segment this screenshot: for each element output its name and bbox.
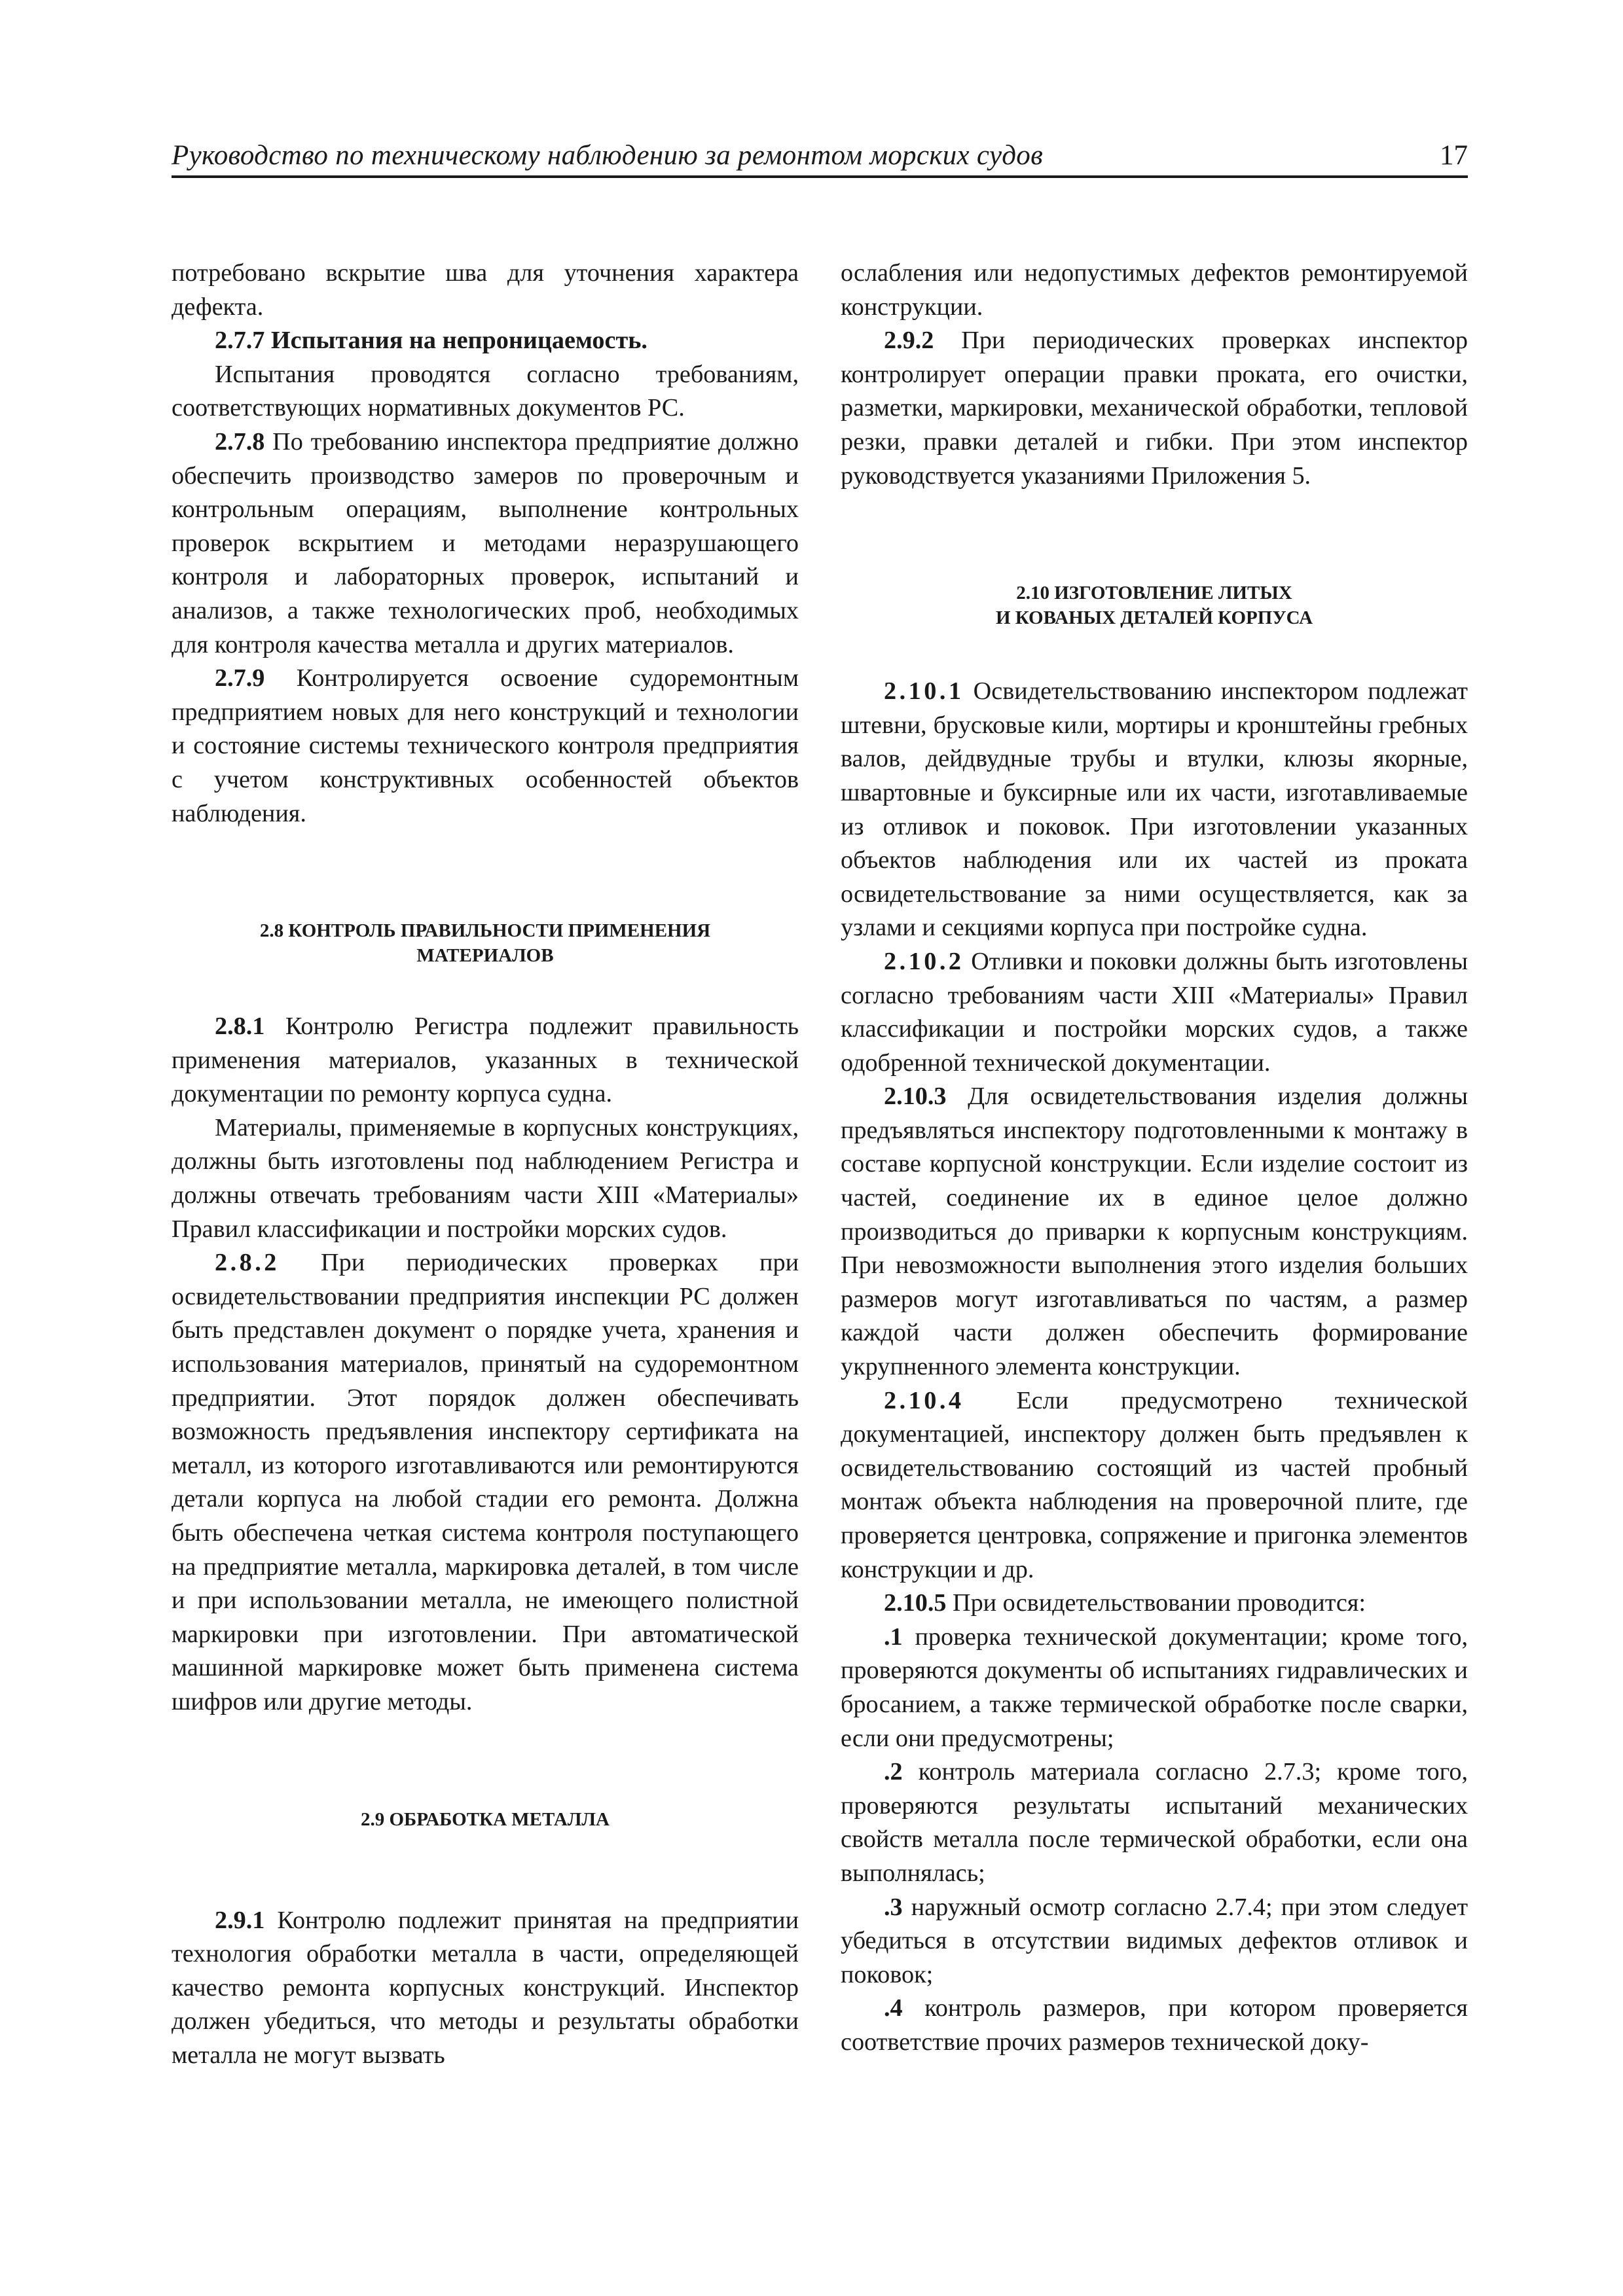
section-number: 2.7.8 bbox=[215, 427, 265, 456]
running-header bbox=[172, 140, 1468, 175]
list-item-text: контроль материала согласно 2.7.3; кроме того, проверяются результаты испытаний механических свойств металла после термической обработки, если она выполнялась; bbox=[841, 1758, 1468, 1887]
page-number: 17 bbox=[1440, 140, 1468, 171]
section-number: 2.8.1 bbox=[215, 1013, 265, 1041]
heading-line: 2.8 КОНТРОЛЬ ПРАВИЛЬНОСТИ ПРИМЕНЕНИЯ bbox=[259, 920, 711, 942]
list-item bbox=[841, 1755, 1468, 1890]
section-2-9-2 bbox=[841, 324, 1468, 493]
heading-2-9 bbox=[172, 1807, 799, 1832]
section-text: При периодических проверках при освидетельствовании предприятия инспекции РС должен быть представлен документ о порядке учета, хранения и использования материалов, принятый на судоремонтном предприятии. Этот порядок должен обеспечивать возможность предъявления инспектору сертификата на металл, из которого изготавливаются или ремонтируются детали корпуса на любой стадии его ремонта. Должна быть обеспечена четкая система контроля поступающего на предприятие металла, маркировка деталей, в том числе и при использовании металла, не имеющего полистной маркировки при изготовлении. При автоматической машинной маркировке может быть применена система шифров или другие методы. bbox=[172, 1249, 799, 1715]
paragraph-continuation: потребовано вскрытие шва для уточнения характера дефекта. bbox=[172, 259, 799, 321]
section-number: 2.10.3 bbox=[884, 1083, 947, 1111]
header-rule bbox=[172, 175, 1468, 178]
list-item-text: наружный осмотр согласно 2.7.4; при этом следует убедиться в отсутствии видимых дефектов отливок и поковок; bbox=[841, 1893, 1468, 1988]
section-text: При освидетельствовании проводится: bbox=[953, 1589, 1366, 1617]
heading-line: МАТЕРИАЛОВ bbox=[416, 945, 554, 967]
list-item bbox=[841, 1621, 1468, 1755]
list-item-number: .3 bbox=[884, 1893, 903, 1921]
section-text: Контролируется освоение судоремонтным предприятием новых для него конструкций и технологии и состояние системы технического контроля предприятия с учетом конструктивных особенностей объектов наблюдения. bbox=[172, 664, 799, 827]
list-item bbox=[841, 1992, 1468, 2059]
section-number: 2.7.9 bbox=[215, 664, 265, 692]
section-text: По требованию инспектора предприятие должно обеспечить производство замеров по проверочным и контрольным операциям, выполнение контрольных проверок вскрытием и методами неразрушающего контроля и лабораторных проверок, испытаний и анализов, а также технологических проб, необходимых для контроля качества металла и других материалов. bbox=[172, 427, 799, 658]
right-column bbox=[841, 257, 1468, 2060]
section-2-8-2 bbox=[172, 1246, 799, 1719]
heading-2-10 bbox=[841, 581, 1468, 630]
section-2-7-9 bbox=[172, 662, 799, 831]
section-number: 2.9.1 bbox=[215, 1906, 265, 1934]
section-text: Если предусмотрено технической документацией, инспектору должен быть предъявлен к освидетельствованию состоящий из частей пробный монтаж объекта наблюдения на проверочной плите, где проверяется центровка, сопряжение и пригонка элементов конструкции и др. bbox=[841, 1386, 1468, 1583]
section-number: 2.9.2 bbox=[884, 327, 934, 355]
section-2-8-1 bbox=[172, 1010, 799, 1111]
heading-2-8 bbox=[172, 918, 799, 968]
section-2-10-1 bbox=[841, 675, 1468, 945]
left-column bbox=[172, 257, 799, 2073]
section-number: 2.10.2 bbox=[884, 947, 964, 975]
section-title: Испытания на непроницаемость. bbox=[270, 327, 647, 355]
heading-line: И КОВАНЫХ ДЕТАЛЕЙ КОРПУСА bbox=[995, 607, 1313, 629]
section-text: При периодических проверках инспектор контролирует операции правки проката, его очистки, разметки, маркировки, механической обработки, тепловой резки, правки деталей и гибки. При этом инспектор руководствуется указаниями Приложения 5. bbox=[841, 327, 1468, 490]
list-item-number: .4 bbox=[884, 1994, 903, 2022]
list-item bbox=[841, 1891, 1468, 1992]
section-2-10-5 bbox=[841, 1587, 1468, 1621]
section-number: 2.7.7 bbox=[215, 327, 265, 355]
section-2-7-7-text: Испытания проводятся согласно требованиям, соответствующих нормативных документов РС. bbox=[172, 360, 799, 422]
section-2-10-3 bbox=[841, 1080, 1468, 1384]
section-text: Контролю Регистра подлежит правильность применения материалов, указанных в технической документации по ремонту корпуса судна. bbox=[172, 1013, 799, 1108]
section-number: 2.10.4 bbox=[884, 1386, 964, 1414]
list-item-number: .2 bbox=[884, 1758, 903, 1786]
section-number: 2.10.5 bbox=[884, 1589, 947, 1617]
section-text: Освидетельствованию инспектором подлежат штевни, брусковые кили, мортиры и кронштейны гребных валов, дейдвудные трубы и втулки, клюзы якорные, швартовные и буксирные или их части, изготавливаемые из отливок и поковок. При изготовлении указанных объектов наблюдения или их частей из проката освидетельствование за ними осуществляется, как за узлами и секциями корпуса при постройке судна. bbox=[841, 677, 1468, 942]
section-text: Контролю подлежит принятая на предприятии технология обработки металла в части, определяющей качество ремонта корпусных конструкций. Инспектор должен убедиться, что методы и результаты обработки металла не могут вызвать bbox=[172, 1906, 799, 2069]
paragraph: Материалы, применяемые в корпусных конструкциях, должны быть изготовлены под наблюдением Регистра и должны отвечать требованиям части XIII «Материалы» Правил классификации и постройки морских судов. bbox=[172, 1113, 799, 1243]
section-number: 2.10.1 bbox=[884, 677, 964, 706]
list-item-text: проверка технической документации; кроме того, проверяются документы об испытаниях гидравлических и бросанием, а также термической обработке после сварки, если они предусмотрены; bbox=[841, 1623, 1468, 1752]
section-2-7-8 bbox=[172, 425, 799, 662]
list-item-text: контроль размеров, при котором проверяется соответствие прочих размеров технической доку- bbox=[841, 1994, 1468, 2056]
section-text: Отливки и поковки должны быть изготовлены согласно требованиям части XIII «Материалы» Правил классификации и постройки морских судов, а также одобренной технической документации. bbox=[841, 947, 1468, 1077]
heading-line: 2.10 ИЗГОТОВЛЕНИЕ ЛИТЫХ bbox=[1016, 583, 1292, 604]
header-title: Руководство по техническому наблюдению за ремонтом морских судов bbox=[172, 140, 1044, 171]
heading-line: 2.9 ОБРАБОТКА МЕТАЛЛА bbox=[361, 1808, 610, 1830]
section-2-10-2 bbox=[841, 945, 1468, 1080]
section-2-10-4 bbox=[841, 1384, 1468, 1587]
section-number: 2.8.2 bbox=[215, 1249, 280, 1277]
section-2-9-1 bbox=[172, 1904, 799, 2073]
section-text: Для освидетельствования изделия должны предъявляться инспектору подготовленными к монтажу в составе корпусной конструкции. Если изделие состоит из частей, соединение их в единое целое должно производиться до приварки к корпусным конструкциям. При невозможности выполнения этого изделия больших размеров могут изготавливаться по частям, а размер каждой части должен обеспечить формирование укрупненного элемента конструкции. bbox=[841, 1083, 1468, 1381]
list-item-number: .1 bbox=[884, 1623, 903, 1651]
paragraph-continuation: ослабления или недопустимых дефектов ремонтируемой конструкции. bbox=[841, 259, 1468, 321]
section-2-7-7-heading bbox=[172, 324, 799, 358]
